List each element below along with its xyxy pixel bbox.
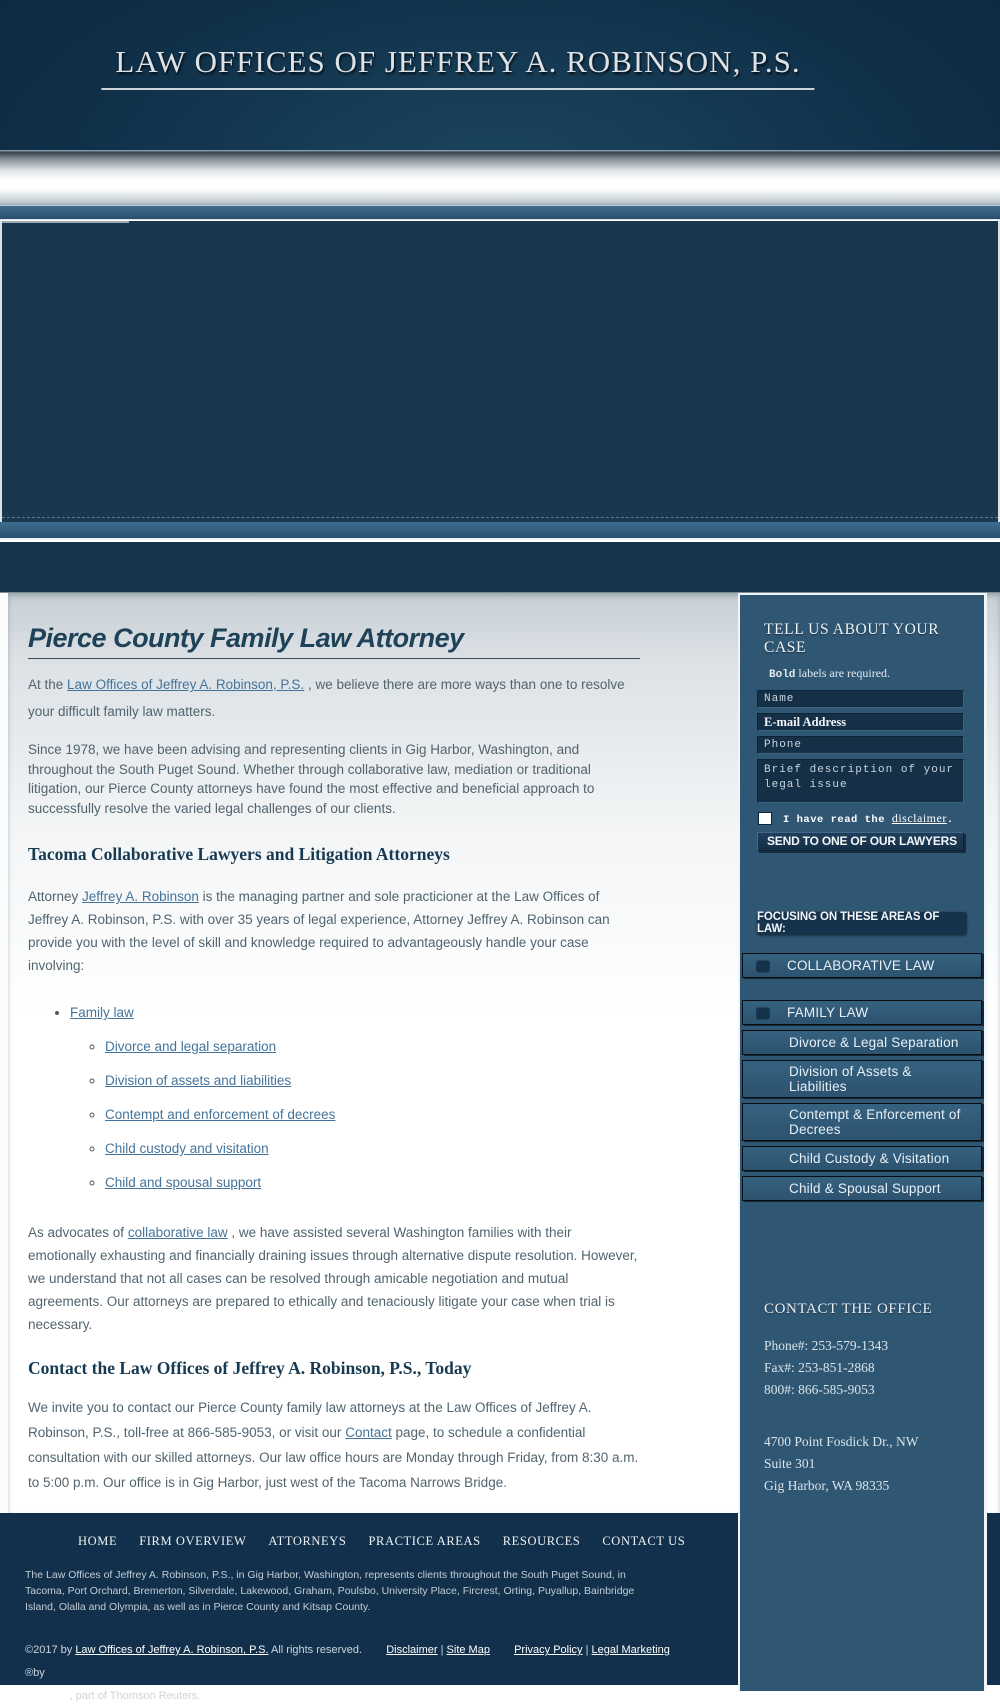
- attorney-pre: Attorney: [28, 889, 79, 904]
- email-field[interactable]: [757, 713, 964, 731]
- area-label: Divorce & Legal Separation: [789, 1035, 959, 1050]
- attorney-paragraph: [28, 885, 640, 977]
- intro-post: , we believe there are more ways than one to resolve your difficult family law matters.: [28, 677, 625, 719]
- silver-divider: [0, 150, 1000, 205]
- division-assets-link[interactable]: Division of assets and liabilities: [105, 1073, 292, 1088]
- footer-firm-link[interactable]: Law Offices of Jeffrey A. Robinson, P.S.: [75, 1644, 269, 1656]
- footer-nav-resources[interactable]: RESOURCES: [502, 1534, 581, 1548]
- disclaimer-row: [757, 811, 964, 826]
- sidebar: [738, 593, 987, 1691]
- findlaw-link[interactable]: FindLaw: [25, 1690, 67, 1702]
- disclaimer-pre: I have read the: [783, 814, 892, 826]
- disclaimer-checkbox[interactable]: [758, 812, 772, 825]
- area-label: Child & Spousal Support: [789, 1181, 941, 1196]
- privacy-policy-link[interactable]: Privacy Policy: [514, 1644, 583, 1656]
- office-phone: Phone#: 253-579-1343: [764, 1338, 889, 1353]
- form-title: TELL US ABOUT YOUR CASE: [764, 621, 940, 656]
- area-label: FAMILY LAW: [787, 1005, 869, 1020]
- area-button-contempt[interactable]: [742, 1103, 982, 1141]
- area-button-collaborative-law[interactable]: [742, 953, 982, 978]
- contact-office-title: CONTACT THE OFFICE: [764, 1301, 933, 1317]
- separator: |: [440, 1644, 444, 1656]
- office-fax: Fax#: 253-851-2868: [764, 1360, 875, 1375]
- area-button-divorce[interactable]: [742, 1030, 982, 1055]
- contact-office-section: [740, 1301, 984, 1497]
- firm-name-link[interactable]: Law Offices of Jeffrey A. Robinson, P.S.: [67, 677, 305, 692]
- tacoma-heading: Tacoma Collaborative Lawyers and Litigation Attorneys: [28, 844, 450, 864]
- since-paragraph: Since 1978, we have been advising and representing clients in Gig Harbor, Washington, and throughout the South Puget Sound. Whether through collaborative law, mediation or traditional litigation, our Pierce County attorneys have found the most effective and beneficial approach to successfully resolve the varied legal challenges of our clients.: [28, 742, 595, 816]
- focus-areas-title: FOCUSING ON THESE AREAS OF LAW:: [757, 911, 967, 934]
- family-law-link[interactable]: Family law: [70, 1005, 134, 1020]
- area-label: Child Custody & Visitation: [789, 1151, 950, 1166]
- footer-description: The Law Offices of Jeffrey A. Robinson, P.S., in Gig Harbor, Washington, represents clients throughout the South Puget Sound, in Tacoma, Port Orchard, Bremerton, Silverdale, Lakewood, Graham, Poulsbo, University Place, Fircrest, Orting, Puyallup, Bainbridge Island, Olalla and Olympia, as well as in Pierce County and Kitsap County.: [25, 1569, 635, 1613]
- footer-nav-firm-overview[interactable]: FIRM OVERVIEW: [139, 1534, 247, 1548]
- attorney-link[interactable]: Jeffrey A. Robinson: [82, 889, 199, 904]
- required-note-rest: labels are required.: [795, 666, 891, 680]
- page-title: Pierce County Family Law Attorney: [28, 623, 640, 659]
- phone-field[interactable]: [757, 736, 964, 754]
- footer-nav-attorneys[interactable]: ATTORNEYS: [268, 1534, 347, 1548]
- steel-divider-top: [0, 205, 1000, 220]
- description-field[interactable]: [757, 759, 964, 803]
- area-button-child-support[interactable]: [742, 1176, 982, 1201]
- hero-dashed-line: [2, 517, 998, 518]
- invite-pre: We invite you to contact our Pierce County family law attorneys at the Law Offices of Jeffrey A. Robinson, P.S., toll-free at 866-585-9053, or visit our: [28, 1400, 592, 1440]
- contact-page-link[interactable]: Contact: [345, 1425, 392, 1440]
- area-bullet-icon: [756, 1006, 770, 1019]
- child-custody-link[interactable]: Child custody and visitation: [105, 1141, 269, 1156]
- case-form: [740, 595, 984, 851]
- legal-marketing-link[interactable]: Legal Marketing: [591, 1644, 670, 1656]
- intro-pre: At the: [28, 677, 64, 692]
- practice-area-buttons: [740, 953, 984, 1201]
- site-header: [0, 0, 1000, 150]
- footer-nav-contact-us[interactable]: CONTACT US: [602, 1534, 686, 1548]
- invite-post: page, to schedule a confidential consultation with our skilled attorneys. Our law office hours are Monday through Friday, from 8:30 a.m. to 5:00 p.m. Our office is in Gig Harbor, just west of the Tacoma Narrows Bridge.: [28, 1425, 639, 1490]
- intro-paragraph: [28, 671, 640, 725]
- bold-word: Bold: [769, 669, 796, 681]
- disclaimer-link[interactable]: Disclaimer: [386, 1644, 438, 1656]
- send-to-lawyers-button[interactable]: SEND TO ONE OF OUR LAWYERS: [757, 832, 964, 851]
- office-address: [764, 1431, 964, 1497]
- practice-area-sublist: [70, 1037, 640, 1193]
- office-address-line1: 4700 Point Fosdick Dr., NW: [764, 1434, 919, 1449]
- main-column: [8, 593, 735, 1513]
- invite-paragraph: [28, 1395, 640, 1495]
- area-button-division-assets[interactable]: [742, 1060, 982, 1098]
- name-field[interactable]: [757, 690, 964, 708]
- area-button-child-custody[interactable]: [742, 1146, 982, 1171]
- list-item: [105, 1037, 640, 1057]
- office-address-line2: Suite 301: [764, 1456, 816, 1471]
- area-label: COLLABORATIVE LAW: [787, 958, 935, 973]
- site-title: LAW OFFICES OF JEFFREY A. ROBINSON, P.S.: [101, 44, 814, 90]
- advocates-pre: As advocates of: [28, 1225, 125, 1240]
- area-label: Contempt & Enforcement of Decrees: [789, 1107, 961, 1137]
- area-bullet-icon: [756, 959, 770, 972]
- divorce-link[interactable]: Divorce and legal separation: [105, 1039, 277, 1054]
- child-support-link[interactable]: Child and spousal support: [105, 1175, 262, 1190]
- practice-area-list: [28, 1003, 640, 1193]
- disclaimer-post: .: [946, 814, 954, 826]
- disclaimer-inline-link[interactable]: disclaimer: [891, 811, 947, 825]
- list-item: [105, 1071, 640, 1091]
- office-address-line3: Gig Harbor, WA 98335: [764, 1478, 890, 1493]
- rights-text: All rights reserved.: [271, 1644, 363, 1656]
- thomson-reuters-text: , part of Thomson Reuters.: [69, 1690, 201, 1702]
- site-map-link[interactable]: Site Map: [446, 1644, 490, 1656]
- office-tollfree: 800#: 866-585-9053: [764, 1382, 875, 1397]
- advocates-post: , we have assisted several Washington families with their emotionally exhausting and financially draining issues through alternative dispute resolution. However, we understand that not all cases can be resolved through amicable negotiation and mutual agreements. Our attorneys are prepared to ethically and tenaciously litigate your case when trial is necessary.: [28, 1225, 638, 1332]
- list-item: [105, 1173, 640, 1193]
- footer-nav-practice-areas[interactable]: PRACTICE AREAS: [368, 1534, 481, 1548]
- navy-divider: [0, 542, 1000, 593]
- contempt-link[interactable]: Contempt and enforcement of decrees: [105, 1107, 336, 1122]
- separator: |: [585, 1644, 589, 1656]
- area-label: Division of Assets & Liabilities: [789, 1064, 912, 1094]
- list-item: [70, 1003, 640, 1193]
- hero-notch-line: [2, 221, 129, 223]
- list-item: [105, 1105, 640, 1125]
- footer-copyright: [25, 1639, 685, 1708]
- contact-heading: Contact the Law Offices of Jeffrey A. Robinson, P.S., Today: [28, 1358, 472, 1378]
- list-item: [105, 1139, 640, 1159]
- steel-divider-bottom: [0, 522, 1000, 540]
- footer-nav-home[interactable]: HOME: [78, 1534, 118, 1548]
- collaborative-law-link[interactable]: collaborative law: [127, 1225, 228, 1240]
- disclaimer-label: [783, 811, 954, 826]
- required-note: [769, 666, 964, 681]
- copyright-text: ©2017 by: [25, 1644, 73, 1656]
- advocates-paragraph: [28, 1221, 640, 1336]
- area-button-family-law[interactable]: [742, 1000, 982, 1025]
- registered-by-text: ®by: [25, 1667, 45, 1679]
- hero-banner: [0, 221, 1000, 522]
- attorney-post: is the managing partner and sole practicioner at the Law Offices of Jeffrey A. Robinson, P.S. with over 35 years of legal experience, Attorney Jeffrey A. Robinson can provide you with the level of skill and knowledge required to advantageously handle your case involving:: [28, 889, 610, 973]
